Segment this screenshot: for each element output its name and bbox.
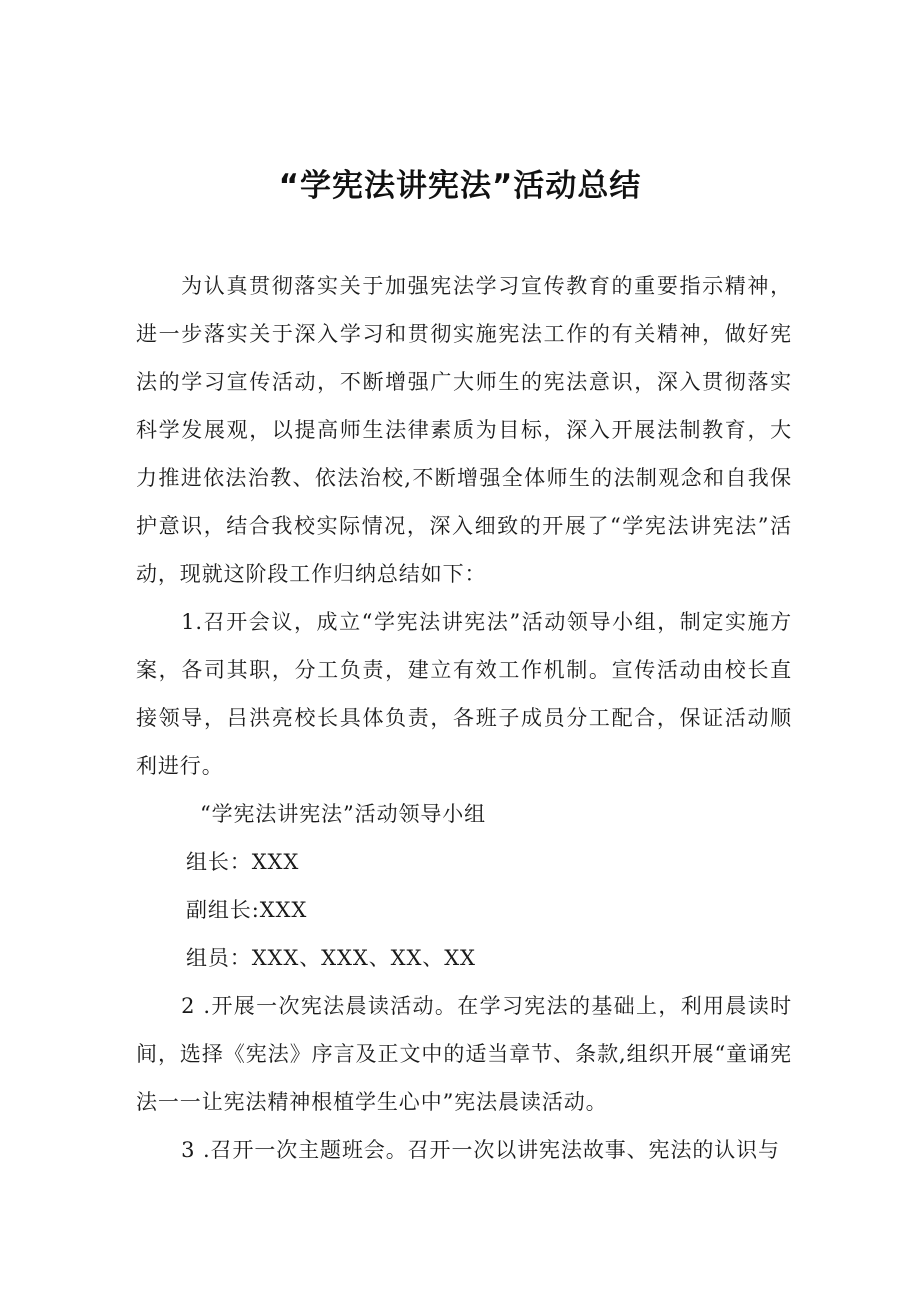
document-title: “学宪法讲宪法”活动总结 — [278, 168, 642, 204]
leadership-group-title: “学宪法讲宪法”活动领导小组 — [200, 802, 487, 826]
group-deputy-line — [136, 886, 792, 934]
item-1-paragraph: 1.召开会议，成立“学宪法讲宪法”活动领导小组，制定实施方案，各司其职，分工负责，建立有效工作机制。宣传活动由校长直接领导，吕洪亮校长具体负责，各班子成员分工配合，保证活动顺利进行。 — [136, 610, 792, 778]
group-leader-name: XXX — [251, 850, 300, 874]
intro-paragraph: 为认真贯彻落实关于加强宪法学习宣传教育的重要指示精神，进一步落实关于深入学习和贯彻实施宪法工作的有关精神，做好宪法的学习宣传活动，不断增强广大师生的宪法意识，深入贯彻落实科学发展观，以提高师生法律素质为目标，深入开展法制教育，大力推进依法治教、依法治校,不断增强全体师生的法制观念和自我保护意识，结合我校实际情况，深入细致的开展了“学宪法讲宪法”活动，现就这阶段工作归纳总结如下： — [136, 274, 792, 586]
item-3-paragraph: 3 .召开一次主题班会。召开一次以讲宪法故事、宪法的认识与 — [181, 1138, 780, 1162]
group-deputy-label: 副组长: — [186, 898, 260, 922]
item-2-paragraph: 2 .开展一次宪法晨读活动。在学习宪法的基础上，利用晨读时间，选择《宪法》序言及正文中的适当章节、条款,组织开展“童诵宪法一一让宪法精神根植学生心中”宪法晨读活动。 — [136, 994, 792, 1114]
group-members-label: 组员： — [186, 946, 252, 970]
group-leader-label: 组长： — [186, 850, 252, 874]
group-deputy-name: XXX — [259, 898, 308, 922]
group-leader-line — [136, 838, 792, 886]
group-members-line — [136, 934, 792, 982]
document-body — [136, 262, 792, 1174]
group-members-names: XXX、XXX、XX、XX — [251, 946, 476, 970]
